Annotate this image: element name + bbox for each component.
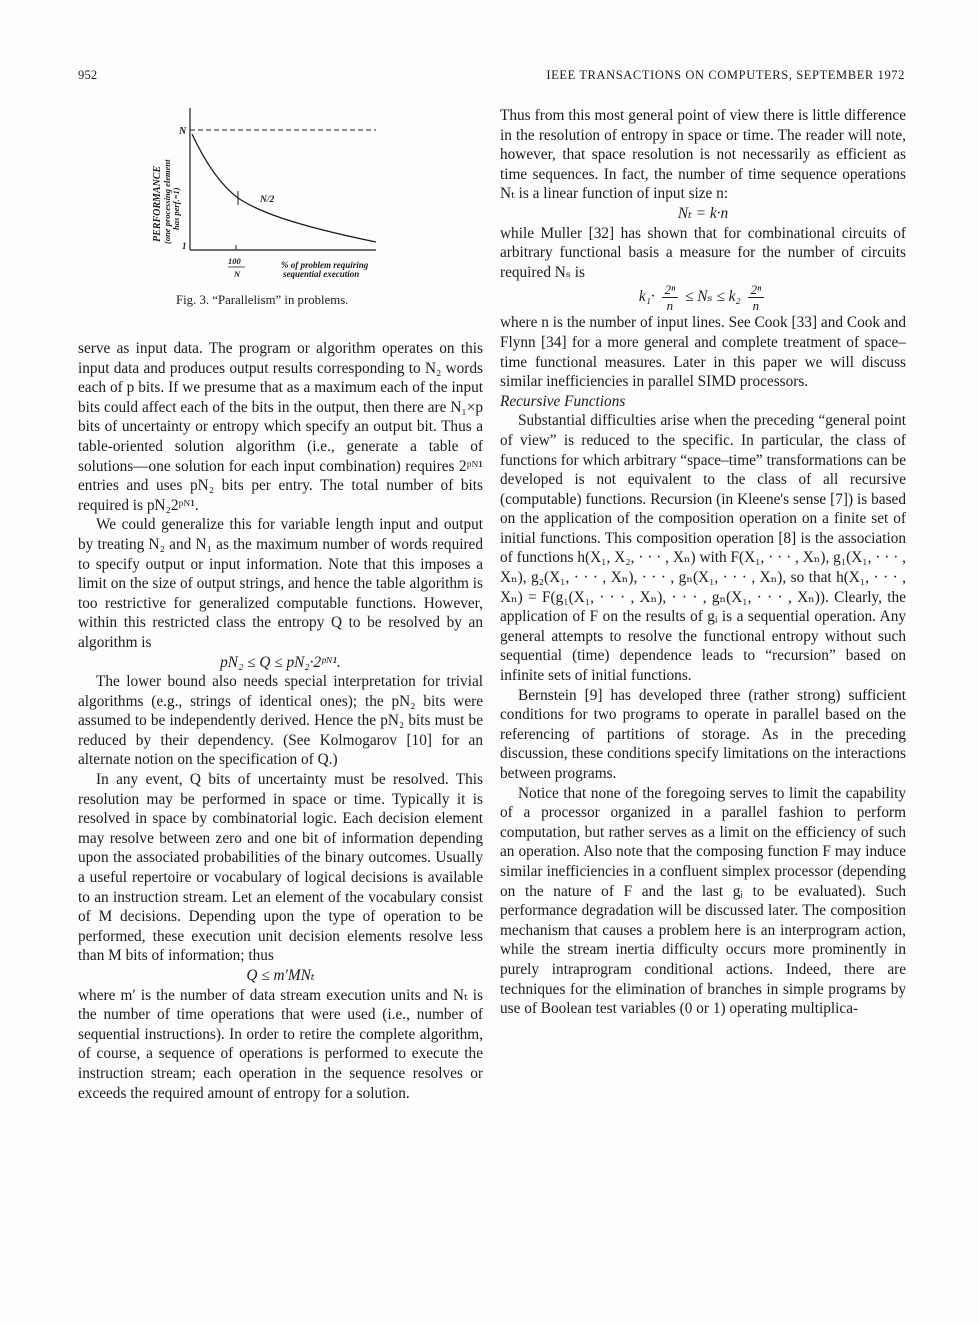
fraction-numerator: 2ⁿ [748,282,765,298]
paragraph: In any event, Q bits of uncertainty must be resolved. This resolution may be performed in space or time. Typically it is resolved in space by combinatorial logic. Each decision element may resolve between zero and one bit of information depending upon the associated probabilities of the binary outcomes. Usually a useful repertoire or vocabulary of logical decisions is available to an instruction stream. Let an element of the vocabulary consist of M decisions. Depending upon the type of operation to be performed, these execution unit decision elements resolve less than M bits of information; thus [78,771,483,965]
paragraph: serve as input data. The program or algorithm operates on this input data and produces output results corresponding to N₂ words each of p bits. If we presume that as a maximum each of the input bits could affect each of the bits in the output, then there are N₁×p bits of uncertainty or entropy which specify an output bit. Thus a table-oriented solution algorithm (i.e., generate a table of solutions—one solution for each input combination) requires 2ᵖᴺ¹ entries and uses pN₂ bits per entry. The total number of bits required is pN₂2ᵖᴺ¹. [78,340,483,514]
x-tick-den: N [234,269,241,279]
eq-middle: ≤ Nₛ ≤ k₂ [685,288,741,306]
paragraph: The lower bound also needs special interpretation for trivial algorithms (e.g., strings of identical ones); the pN₂ bits were assumed to be independently derived. Hence the pN₂ bits must be reduced by their dependency. (See Kolmogarov [10] for an alternate notion on the specification of Q.) [78,673,483,769]
left-column [78,339,483,1103]
equation-circuit-bound [500,282,906,313]
equation: Nₜ = k·n [677,204,729,222]
y-bottom-label: 1 [182,241,187,251]
section-title: Recursive Functions [500,392,626,410]
fraction [748,282,765,313]
paragraph: We could generalize this for variable length input and output by treating N₂ and N₁ as the maximum number of words required to specify output or input information. Note that this imposes a limit on the size of output strings, and hence the table algorithm is too restrictive for generalized computable functions. However, within this restricted class the entropy Q to be resolved by an algorithm is [78,516,483,651]
equation: pN₂ ≤ Q ≤ pN₂·2ᵖᴺ¹. [220,653,341,671]
equation: Q ≤ m′MNₜ [246,967,315,984]
running-head: IEEE TRANSACTIONS ON COMPUTERS, SEPTEMBER 1972 [546,68,905,82]
paragraph: while Muller [32] has shown that for combinational circuits of arbitrary functional basis a measure for the number of circuits required Nₛ is [500,224,906,281]
fraction-numerator: 2ⁿ [662,282,679,298]
paragraph: where m′ is the number of data stream execution units and Nₜ is the number of time operations that were used (i.e., number of sequential instructions). In order to retire the complete algorithm, of course, a sequence of operations is performed to execute the instruction stream; each operation in the sequence resolves or exceeds the required amount of entropy for a solution. [78,986,483,1102]
paragraph: where n is the number of input lines. See Cook [33] and Cook and Flynn [34] for a more general and complete treatment of space–time functional measures. Later in this paper we will discuss similar inefficiencies in parallel SIMD processors. [500,314,906,391]
page-number: 952 [78,68,98,82]
right-column [500,106,906,1019]
y-axis-label-line3: has perf.=1) [171,187,181,230]
x-tick-num: 100 [228,256,241,266]
y-axis-label-line2: (one processing element [162,159,172,244]
figure-caption: Fig. 3. “Parallelism” in problems. [176,293,349,307]
paragraph: Bernstein [9] has developed three (rather strong) sufficient conditions for two programs to operate in parallel based on the referencing of partitions of storage. As in the preceding discussion, these conditions specify limitations on the interactions between programs. [500,686,906,782]
fraction-denominator: n [752,298,760,314]
x-axis-label-line2: sequential execution [283,269,360,279]
eq-k1: k₁· [638,288,655,306]
paragraph: Notice that none of the foregoing serves to limit the capability of a processor organized in a parallel fashion to perform computation, but rather serves as a limit on the efficiency of such an operation. Also note that the composing function F may induce similar inefficiencies in a confluent simplex processor (depending on the nature of F and the last gᵢ to be evaluated). Such performance degradation will be discussed later. The composition mechanism that causes a problem here is an interprogram action, while the stream inertia difficulty occurs more prominently in purely intraprogram conditional actions. Indeed, there are techniques for the elimination of branches in simple programs by use of Boolean test variables (0 or 1) operating multiplica- [500,784,906,1018]
x-axis-label-line1: % of problem requiring [281,260,369,270]
paragraph: Substantial difficulties arise when the preceding “general point of view” is reduced to the specific. In particular, the class of functions for which arbitrary “space–time” transformations can be developed is not equivalent to the class of all recursive (computable) functions. Recursion (in Kleene's sense [7]) is based on the application of the composition operation on a finite set of initial functions. This composition operation [8] is the association of functions h(X₁, X₂, · · · , Xₙ) with F(X₁, · · · , Xₙ), g₁(X₁, · · · , Xₙ), g₂(X₁, · · · , Xₙ), · · · , gₙ(X₁, · · · , Xₙ), so that h(X₁, · · · , Xₙ) = F(g₁(X₁, · · · , Xₙ), · · · , gₙ(X₁, · · · , Xₙ)). Clearly, the application of F on the results of gᵢ is a sequential operation. Any general attempts to resolve the functional entropy without such sequential (time) dependence leads to “recursion” based on infinite sets of initial functions. [500,412,906,685]
fraction-denominator: n [666,298,674,314]
performance-curve [192,134,376,242]
curve-label: N/2 [260,195,275,205]
paragraph: Thus from this most general point of view there is little difference in the resolution of entropy in space or time. The reader will note, however, that space resolution is not necessarily as efficient as time sequences. In fact, the number of time sequence operations Nₜ is a linear function of input size n: [500,107,906,203]
y-top-label: N [179,126,187,137]
fraction [662,282,679,313]
y-axis-label-line1: PERFORMANCE [152,165,163,242]
figure-parallelism-chart [148,100,418,315]
